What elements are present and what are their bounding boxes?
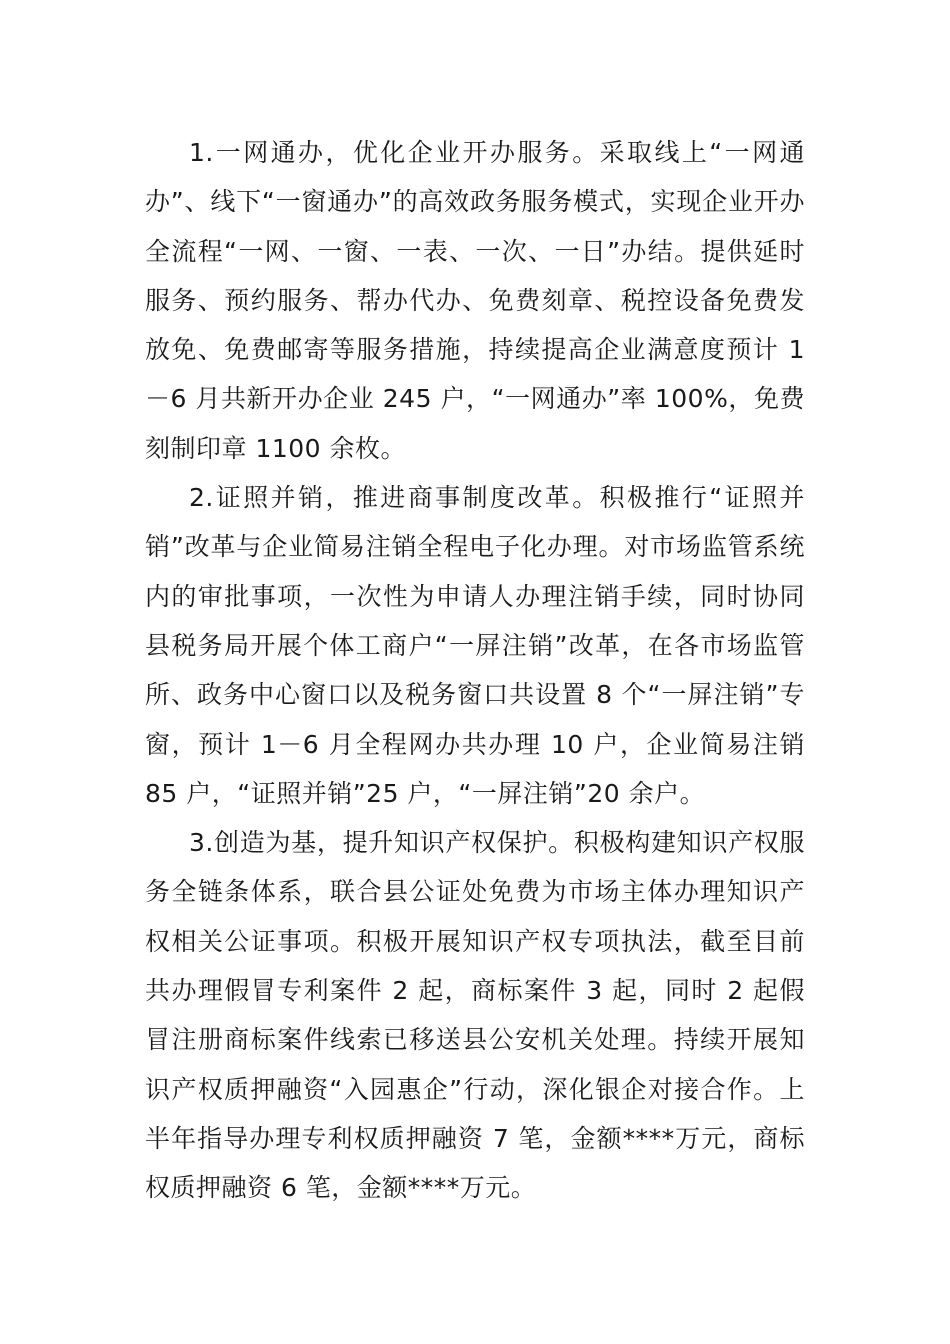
paragraph-ip-protection: 3.创造为基，提升知识产权保护。积极构建知识产权服务全链条体系，联合县公证处免费为市场主体办理知识产权相关公证事项。积极开展知识产权专项执法，截至目前共办理假冒专利案件 2 起，商标案件 3 起，同时 2 起假冒注册商标案件线索已移送县公安机关处理。持续开展知识产权质押融资“入园惠企”行动，深化银企对接合作。上半年指导办理专利权质押融资 7 笔，金额****万元，商标权质押融资 6 笔，金额****万元。 xyxy=(145,828,805,1203)
document-body xyxy=(145,128,805,1213)
paragraph-enterprise-startup: 1.一网通办，优化企业开办服务。采取线上“一网通办”、线下“一窗通办”的高效政务服务模式，实现企业开办全流程“一网、一窗、一表、一次、一日”办结。提供延时服务、预约服务、帮办代办、免费刻章、税控设备免费发放免、免费邮寄等服务措施，持续提高企业满意度预计 1－6 月共新开办企业 245 户，“一网通办”率 100%，免费刻制印章 1100 余枚。 xyxy=(145,138,805,463)
paragraph-license-deregistration: 2.证照并销，推进商事制度改革。积极推行“证照并销”改革与企业简易注销全程电子化办理。对市场监管系统内的审批事项，一次性为申请人办理注销手续，同时协同县税务局开展个体工商户“一屏注销”改革，在各市场监管所、政务中心窗口以及税务窗口共设置 8 个“一屏注销”专窗，预计 1－6 月全程网办共办理 10 户，企业简易注销 85 户，“证照并销”25 户，“一屏注销”20 余户。 xyxy=(145,483,805,808)
